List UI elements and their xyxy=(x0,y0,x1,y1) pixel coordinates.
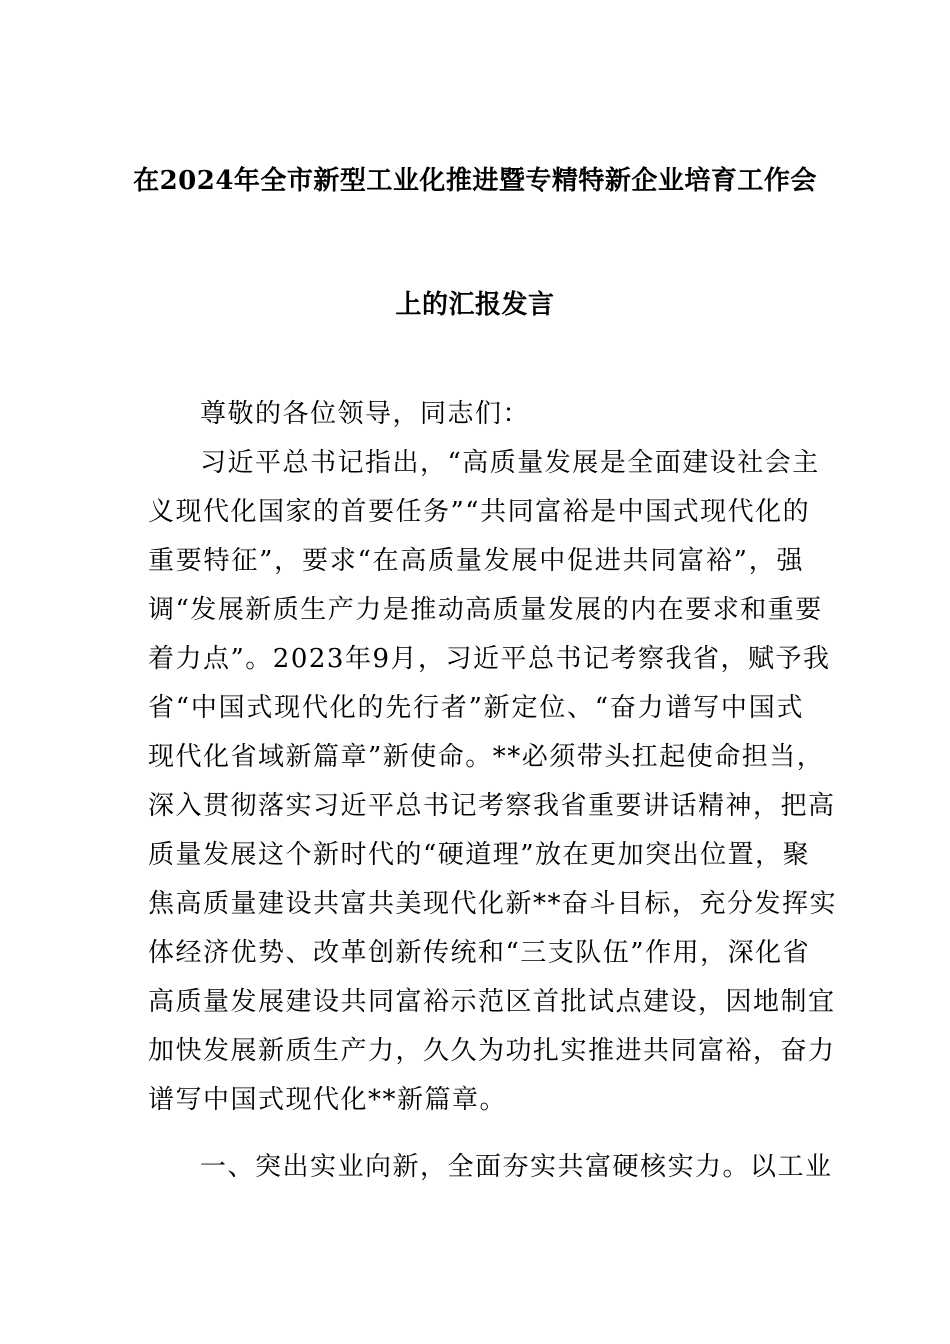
paragraph-1 xyxy=(148,439,838,1125)
paragraph-1-line: 谱写中国式现代化**新篇章。 xyxy=(148,1085,508,1115)
paragraph-1-line: 重要特征”，要求“在高质量发展中促进共同富裕”，强 xyxy=(148,546,804,576)
paragraph-1-line: 习近平总书记指出，“高质量发展是全面建设社会主 xyxy=(200,448,820,478)
paragraph-1-line: 体经济优势、改革创新传统和“三支队伍”作用，深化省 xyxy=(148,938,811,968)
document-title-line-2: 上的汇报发言 xyxy=(395,290,555,320)
paragraph-2-line: 一、突出实业向新，全面夯实共富硬核实力。以工业 xyxy=(200,1152,833,1182)
document-title-line-1: 在2024年全市新型工业化推进暨专精特新企业培育工作会 xyxy=(133,166,817,196)
paragraph-1-line: 省“中国式现代化的先行者”新定位、“奋力谱写中国式 xyxy=(148,693,804,723)
paragraph-1-line: 高质量发展建设共同富裕示范区首批试点建设，因地制宜 xyxy=(148,987,836,1017)
paragraph-1-line: 焦高质量建设共富共美现代化新**奋斗目标，充分发挥实 xyxy=(148,889,838,919)
paragraph-1-line: 调“发展新质生产力是推动高质量发展的内在要求和重要 xyxy=(148,595,823,625)
paragraph-1-line: 加快发展新质生产力，久久为功扎实推进共同富裕，奋力 xyxy=(148,1036,836,1066)
paragraph-2 xyxy=(148,1143,833,1192)
paragraph-1-line: 质量发展这个新时代的“硬道理”放在更加突出位置，聚 xyxy=(148,840,811,870)
paragraph-1-line: 现代化省域新篇章”新使命。**必须带头扛起使命担当， xyxy=(148,742,825,772)
paragraph-1-line: 深入贯彻落实习近平总书记考察我省重要讲话精神，把高 xyxy=(148,791,836,821)
paragraph-1-line: 着力点”。2023年9月，习近平总书记考察我省，赋予我 xyxy=(148,644,831,674)
salutation: 尊敬的各位领导，同志们： xyxy=(200,399,531,429)
paragraph-1-line: 义现代化国家的首要任务”“共同富裕是中国式现代化的 xyxy=(148,497,811,527)
